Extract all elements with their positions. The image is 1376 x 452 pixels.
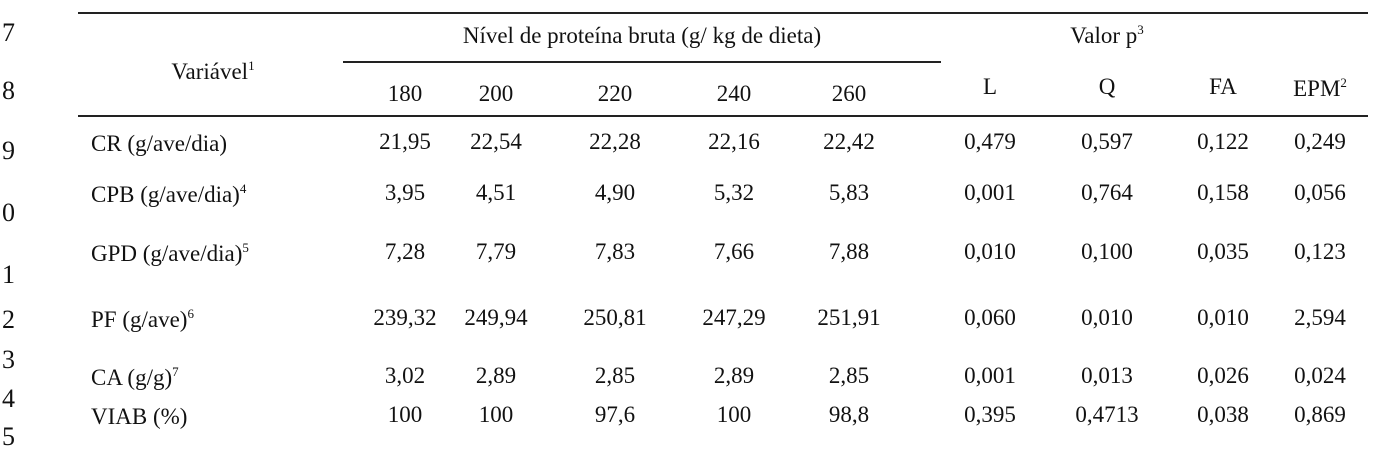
protein-level-value: 21,95 [379,129,431,154]
variable-name: PF $(g/ave)^6$ [91,306,194,332]
pvalue-stat-value: 0,010 [964,239,1016,264]
header-bottom-rule [78,115,1368,117]
pvalue-stat-value: 0,249 [1294,129,1346,154]
protein-level-value: 4,90 [594,180,636,205]
pvalue-stat-value: 0,013 [1081,363,1133,388]
protein-level-value: 100 [478,402,514,427]
protein-level-value: 3,02 [384,363,426,388]
protein-level-header: 180 [387,81,423,106]
line-number: 0 [2,198,15,227]
pvalue-stat-value: 0,764 [1081,180,1133,205]
pvalue-stat-value: 0,479 [964,129,1016,154]
protein-level-value: 239,32 [373,305,437,330]
line-number: 4 [2,384,15,413]
protein-level-value: 5,32 [713,180,755,205]
line-number: 8 [2,76,15,105]
protein-level-value: 2,85 [594,363,636,388]
stat-header: FA [1209,74,1237,99]
variable-header: Variável$^1$ [171,58,255,84]
pvalue-stat-value: 0,123 [1294,239,1346,264]
pvalue-stat-value: 0,122 [1197,129,1249,154]
line-number: 9 [2,136,15,165]
variable-name: VIAB (%) [91,404,188,429]
protein-level-value: 2,89 [713,363,755,388]
line-number: 1 [2,260,15,289]
top-rule [78,12,1368,14]
pvalue-stat-value: 0,026 [1197,363,1249,388]
protein-level-value: 250,81 [583,305,647,330]
protein-level-value: 7,88 [828,239,870,264]
protein-level-value: 5,83 [828,180,870,205]
pvalue-stat-value: 2,594 [1294,305,1346,330]
protein-level-value: 22,16 [708,129,760,154]
pvalue-stat-value: 0,056 [1294,180,1346,205]
pvalue-stat-value: 0,038 [1197,402,1249,427]
pvalue-group-header: Valor $p^3$ [1070,22,1144,48]
protein-level-value: 251,91 [817,305,881,330]
stat-header: L [982,74,998,99]
stat-header: EPM$^2$ [1293,75,1347,101]
pvalue-stat-value: 0,100 [1081,239,1133,264]
pvalue-stat-value: 0,060 [964,305,1016,330]
pvalue-stat-value: 0,158 [1197,180,1249,205]
protein-level-header: 200 [478,81,514,106]
variable-name: GPD $(g/ave/dia)^5$ [91,240,249,266]
pvalue-stat-value: 0,395 [964,402,1016,427]
pvalue-stat-value: 0,869 [1294,402,1346,427]
variable-name: CR (g/ave/dia) [91,131,228,156]
protein-level-value: 97,6 [594,402,636,427]
pvalue-stat-value: 0,001 [964,180,1016,205]
protein-level-value: 4,51 [475,180,517,205]
protein-level-value: 22,28 [589,129,641,154]
protein-level-value: 2,85 [828,363,870,388]
protein-level-value: 98,8 [828,402,870,427]
line-number: 5 [2,422,15,451]
variable-name: CPB $(g/ave/dia)^4$ [91,181,247,207]
protein-level-group-header: Nível de proteína bruta (g/ kg de dieta) [462,23,822,48]
protein-level-value: 2,89 [475,363,517,388]
protein-group-rule [343,61,941,63]
pvalue-stat-value: 0,597 [1081,129,1133,154]
protein-level-value: 7,66 [713,239,755,264]
protein-level-value: 22,42 [823,129,875,154]
protein-level-value: 247,29 [702,305,766,330]
protein-level-value: 3,95 [384,180,426,205]
protein-level-value: 22,54 [470,129,522,154]
protein-level-value: 7,28 [384,239,426,264]
stat-header: Q [1098,74,1116,99]
pvalue-stat-value: 0,035 [1197,239,1249,264]
protein-level-value: 100 [387,402,423,427]
protein-level-header: 220 [597,81,633,106]
pvalue-stat-value: 0,4713 [1075,402,1139,427]
protein-level-value: 249,94 [464,305,528,330]
protein-level-header: 240 [716,81,752,106]
line-number: 7 [2,18,15,47]
protein-level-value: 7,79 [475,239,517,264]
pvalue-stat-value: 0,024 [1294,363,1346,388]
variable-name: CA $(g/g)^7$ [91,364,179,390]
pvalue-stat-value: 0,001 [964,363,1016,388]
pvalue-stat-value: 0,010 [1081,305,1133,330]
protein-level-value: 100 [716,402,752,427]
protein-level-header: 260 [831,81,867,106]
line-number: 2 [2,305,15,334]
line-number: 3 [2,345,15,374]
pvalue-stat-value: 0,010 [1197,305,1249,330]
protein-level-value: 7,83 [594,239,636,264]
